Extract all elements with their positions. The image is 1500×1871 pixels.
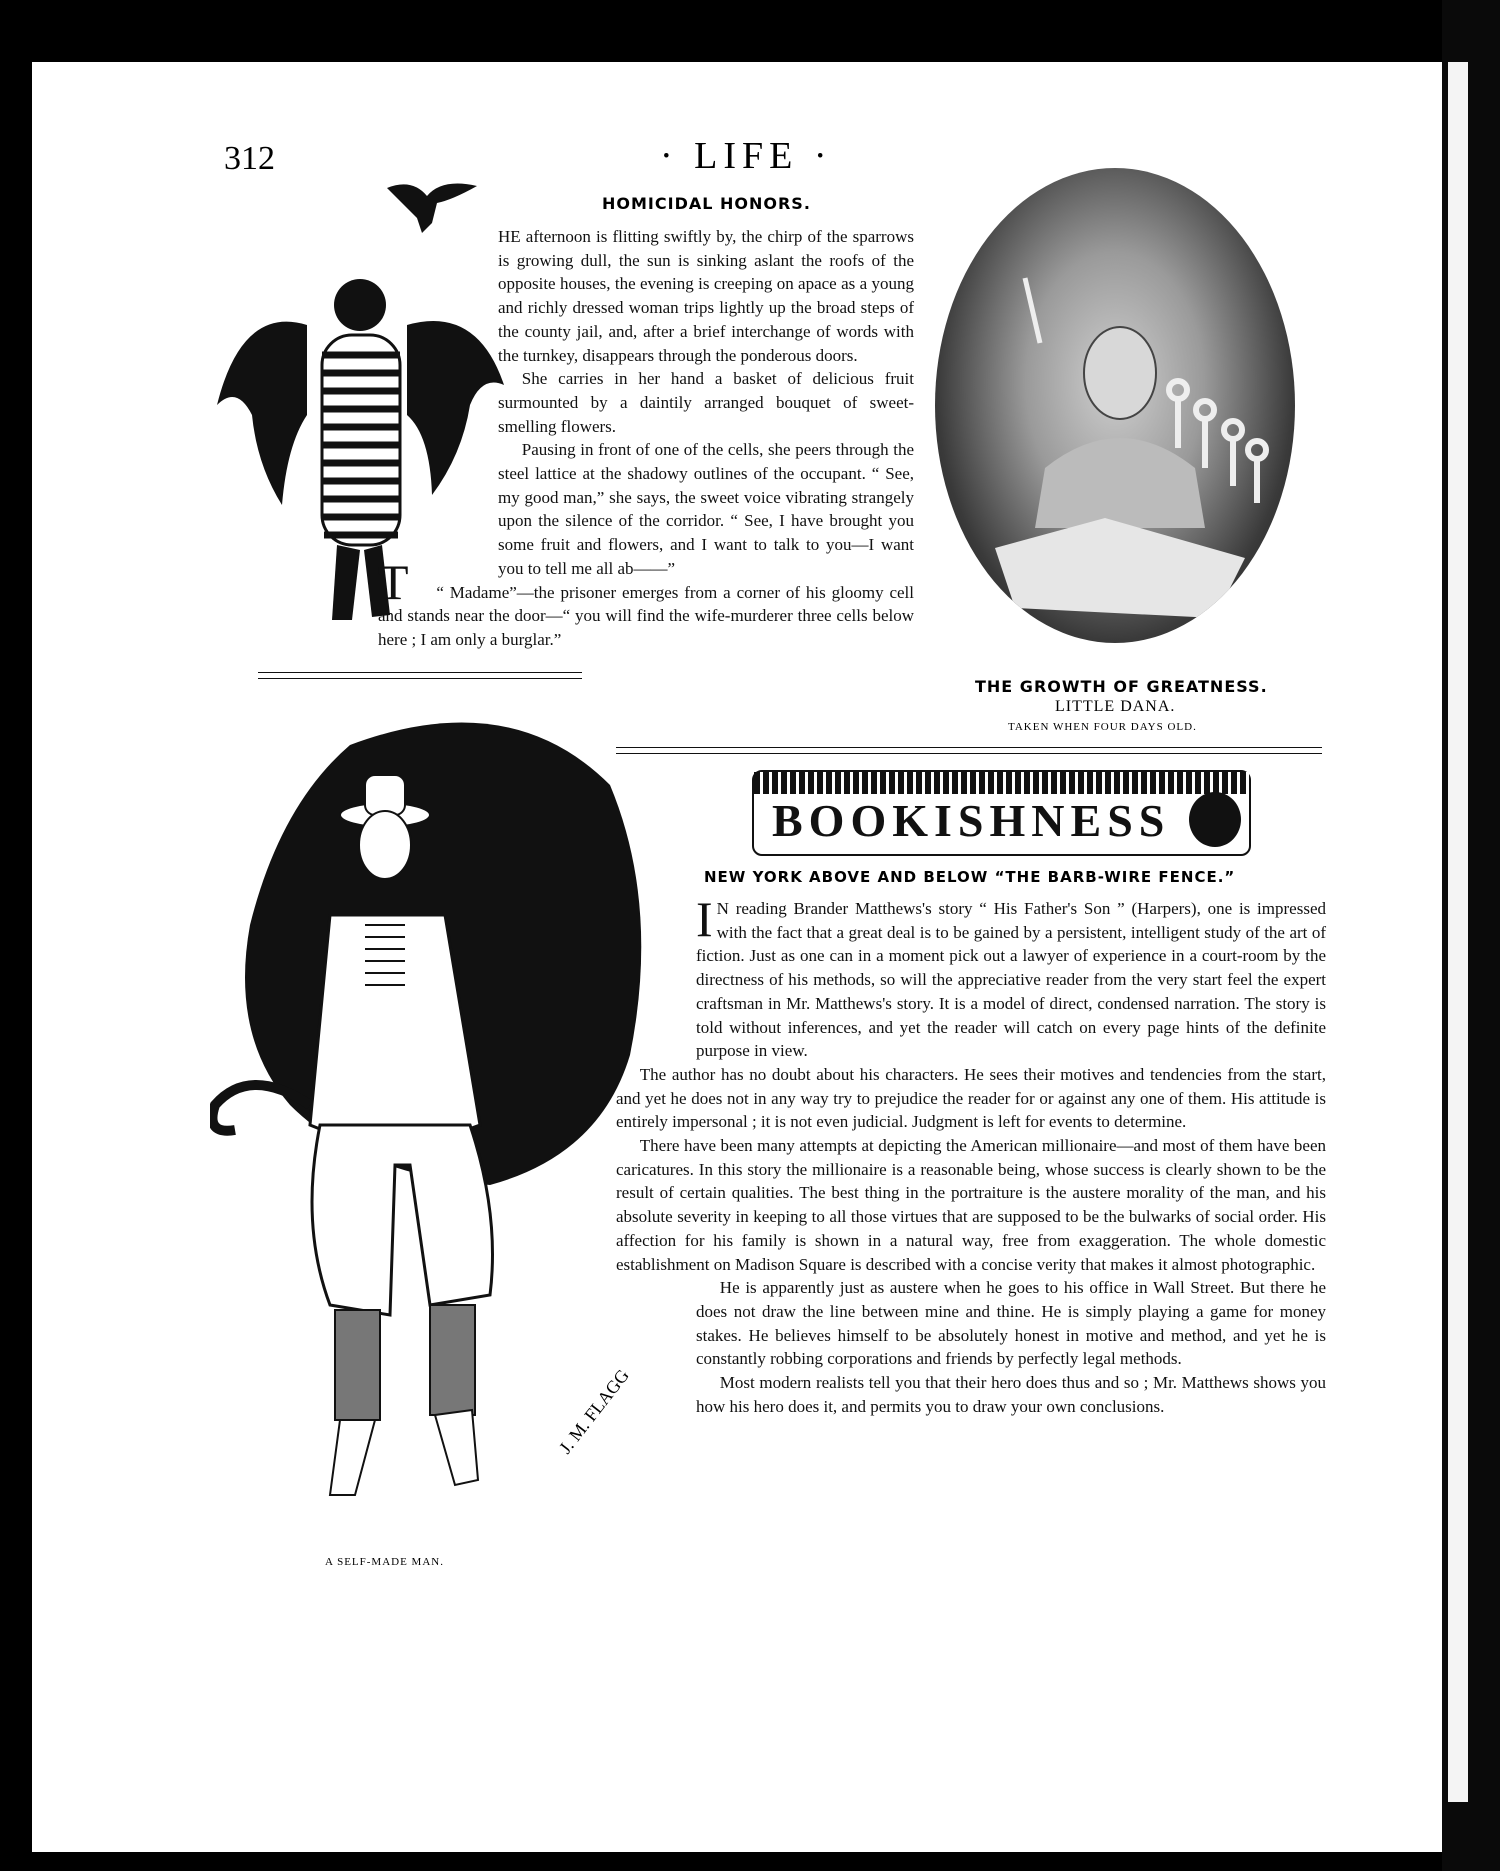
section-divider-right [616,747,1322,754]
homicidal-article [258,225,914,675]
cherub-ornament-icon [1189,792,1241,847]
page-number: 312 [224,140,275,177]
baby-photo [935,168,1295,643]
facing-page-strip [1448,62,1468,1802]
bookishness-paragraph-3: There have been many attempts at depicting the American millionaire—and most of them have been caricatures. In this story the millionaire is a reasonable being, whose success is clearly shown to be the result of certain qualities. The best thing in the portraiture is the austere morality of the man, and his absolute severity in keeping to all those virtues that are supposed to be the bulwarks of social order. His affection for his family is shown in a natural way, free from exaggeration. The whole domestic establishment on Madison Square is described with a concise verity that makes it almost photographic. [616,1136,1326,1274]
self-made-man-illustration [210,705,670,1555]
artist-signature: J. M. FLAGG [555,1365,633,1458]
bookishness-paragraph-1: N reading Brander Matthews's story “ His Father's Son ” (Harpers), one is impressed with the fact that a great deal is to be gained by a persistent, intelligent study of the art of fiction. Just as one can in a moment pick out a lawyer of experience in a court-room by the directness of his methods, so will the appreciative reader from the very start feel the expert craftsman in Mr. Matthews's story. It is a model of direct, condensed narration. The story is told without inferences, and yet the reader will catch on every page hints of the definite purpose in view. [696,899,1326,1061]
bookishness-paragraph-4: He is apparently just as austere when he goes to his office in Wall Street. But there he does not draw the line between mine and thine. He is simply playing a game for money stakes. He believes himself to be absolutely honest in motive and method, and yet he is constantly robbing corporations and friends by perfectly legal methods. [696,1278,1326,1369]
photo-caption-note: TAKEN WHEN FOUR DAYS OLD. [1008,721,1197,733]
masthead: · LIFE · [660,135,833,177]
self-made-man-caption: A SELF-MADE MAN. [325,1556,444,1568]
bookishness-paragraph-5: Most modern realists tell you that their hero does thus and so ; Mr. Matthews shows you how his hero does it, and permits you to draw your own conclusions. [696,1373,1326,1416]
bookishness-article [616,891,1326,1466]
homicidal-paragraph-4: “ Madame”—the prisoner emerges from a corner of his gloomy cell and stands near the door—“ you will find the wife-murderer three cells below here ; I am only a burglar.” [378,582,914,649]
homicidal-drop-cap: T [378,554,409,610]
watermark: comicbooks.com [1218,1807,1428,1836]
homicidal-paragraph-1: HE afternoon is flitting swiftly by, the chirp of the sparrows is growing dull, the sun is sinking aslant the roofs of the opposite houses, the evening is creeping on apace as a young and richly dressed woman trips lightly up the broad steps of the county jail, and, after a brief interchange of words with the turnkey, disappears through the ponderous doors. [498,227,914,365]
bookishness-headline: NEW YORK ABOVE AND BELOW “THE BARB-WIRE FENCE.” [704,868,1236,886]
bookishness-title: BOOKISHNESS [772,795,1171,846]
photo-caption-title: THE GROWTH OF GREATNESS. [975,677,1268,696]
photo-caption-name: LITTLE DANA. [1055,698,1176,715]
homicidal-headline: HOMICIDAL HONORS. [602,194,811,213]
bookishness-banner [752,770,1251,856]
bookishness-paragraph-2: The author has no doubt about his characters. He sees their motives and tendencies from the start, and yet he does not in any way try to prejudice the reader for or against any one of them. His attitude is entirely impersonal ; it is not even judicial. Judgment is left for events to determine. [616,1064,1326,1132]
homicidal-paragraph-3: Pausing in front of one of the cells, she peers through the steel lattice at the shadowy outlines of the occupant. “ See, my good man,” she says, the sweet voice vibrating strangely upon the silence of the corridor. “ See, I have brought you some fruit and flowers, and I want to talk to you—I want you to tell me all ab——” [498,440,914,578]
bookishness-drop-cap: I [696,891,713,947]
section-divider-left [258,672,582,679]
homicidal-paragraph-2: She carries in her hand a basket of delicious fruit surmounted by a daintily arranged bouquet of sweet-smelling flowers. [498,369,914,436]
